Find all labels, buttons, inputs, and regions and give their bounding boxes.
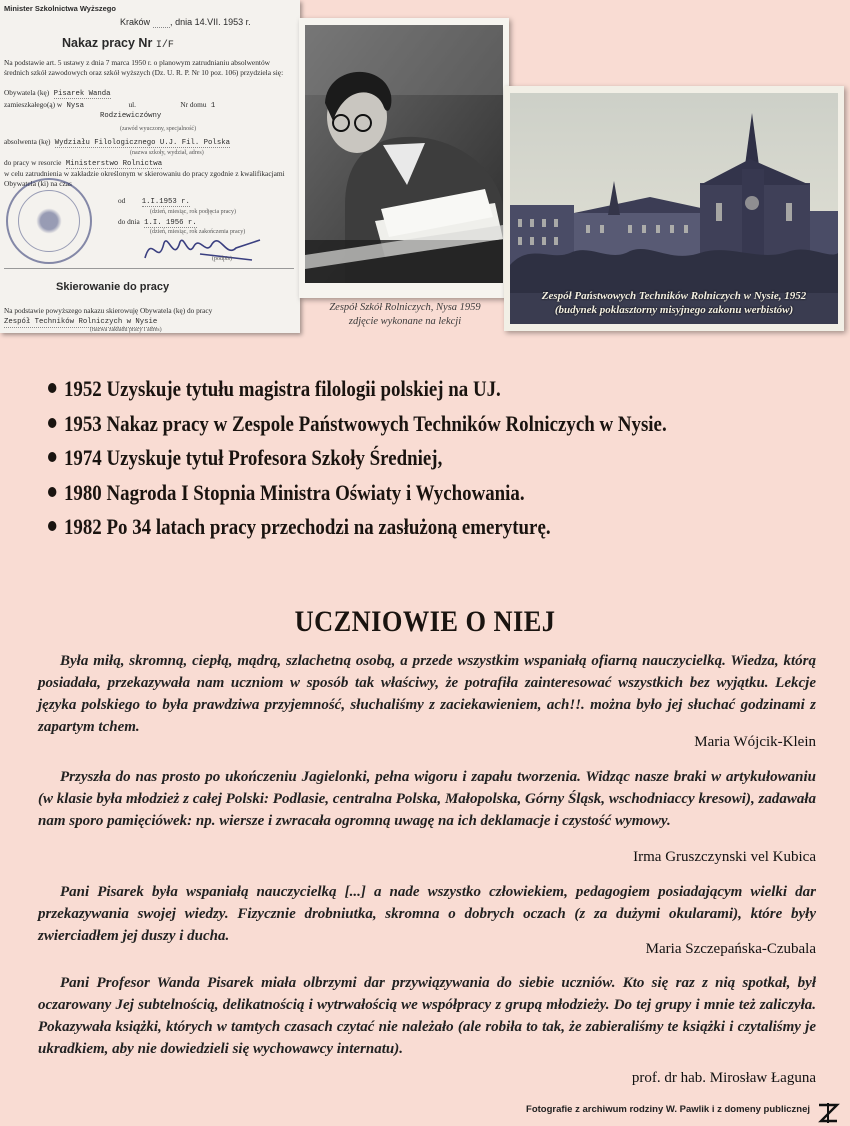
bullet-icon — [48, 452, 56, 462]
bullet-icon — [48, 487, 56, 497]
photo-teacher-caption-line2: zdjęcie wykonane na lekcji — [348, 316, 462, 327]
document-from-label: od — [118, 196, 126, 205]
bullet-icon — [48, 383, 56, 393]
document-profession-note: (zawód wyuczony, specjalność) — [120, 126, 197, 132]
timeline-item-text: 1953 Nakaz pracy w Zespole Państwowych Techników Rolniczych w Nysie. — [63, 410, 667, 436]
quote-1-text: Była miłą, skromną, ciepłą, mądrą, szlachetną osobą, a przede wszystkim wspaniałą ofiarną nauczycielką. Wiedza, którą posiadała, przekazywała nam uczniom w sposób tak właściwy, że potrafiła zainteresować wszystkich bez wyjątku. Lekcje języka polskiego to była prawdziwa przyjemność, słuchaliśmy z zaciekawieniem, ach!!. można było jej słuchać godzinami z zapartym tchem. — [38, 653, 816, 735]
document-date-suffix: r. — [245, 17, 251, 27]
document-to-date: 1.I. 1956 r. — [144, 219, 197, 227]
document-graduate-row — [4, 137, 230, 148]
photo-teacher-lesson — [299, 18, 509, 298]
section-title: UCZNIOWIE O NIEJ — [294, 605, 556, 638]
document-faculty-note: (nazwa szkoły, wydział, adres) — [130, 150, 204, 156]
document-ministry-name: Ministerstwo Rolnictwa — [65, 160, 163, 168]
document-street-label: ul. — [128, 100, 136, 109]
timeline-list — [48, 372, 785, 545]
quote-3-author: Maria Szczepańska-Czubala — [645, 941, 816, 957]
document-residence-row — [4, 100, 215, 111]
quote-2-text: Przyszła do nas prosto po ukończeniu Jagielonki, pełna wigoru i zapału tworzenia. Widząc nasze braki w artykułowaniu (w klasie była młodzież z całej Polski: Podlasie, centralna Polska, Małopolska, Górny Śląsk, wschodniaccy kresowi), zadawała nam sporo pamięciówek: np. wiersze i zwracała ogromną uwagę na ich deklamacje i czystość wymowy. — [38, 769, 816, 829]
document-from-row — [118, 196, 190, 207]
document-date-label: dnia — [175, 17, 193, 27]
document-citizen-label: Obywatela (kę) — [4, 88, 50, 97]
timeline-item — [48, 407, 667, 442]
timeline-item-text: 1982 Po 34 latach pracy przechodzi na zasłużoną emeryturę. — [63, 514, 551, 539]
document-purpose: w celu zatrudnienia w zakładzie określonym w skierowaniu do pracy zgodnie z kwalifikacjami Obywatela (ki) na czas — [4, 169, 285, 188]
timeline-item — [48, 372, 667, 407]
quote-1-author: Maria Wójcik-Klein — [694, 734, 816, 750]
document-signature-note: (podpis) — [212, 256, 232, 262]
photo-school-caption — [510, 289, 838, 317]
quote-2-author: Irma Gruszczynski vel Kubica — [633, 849, 816, 865]
photo-school-caption-line2: (budynek poklasztorny misyjnego zakonu werbistów) — [554, 304, 794, 316]
quote-4-author: prof. dr hab. Mirosław Łaguna — [631, 1070, 816, 1086]
author-logo-icon — [816, 1102, 840, 1124]
document-from-date: 1.I.1953 r. — [141, 198, 190, 206]
document-legal-basis: Na podstawie art. 5 ustawy z dnia 7 marca 1950 r. o planowym zatrudnianiu absolwentów średnich szkół zawodowych oraz szkół wyższych (Dz. U. R. P. Nr 10 poz. 106) przydziela się: — [4, 58, 284, 77]
photo-credit: Fotografie z archiwum rodziny W. Pawlik i z domeny publicznej — [526, 1104, 810, 1115]
document-residence-label: zamieszkałego(ą) w — [4, 100, 63, 109]
timeline-item-text: 1952 Uzyskuje tytułu magistra filologii polskiej na UJ. — [63, 376, 501, 401]
photo-school-caption-line1: Zespół Państwowych Techników Rolniczych w Nysie, 1952 — [541, 290, 807, 302]
bullet-icon — [48, 521, 56, 531]
document-date: 14.VII. 1953 — [194, 17, 244, 27]
timeline-item-text: 1974 Uzyskuje tytuł Profesora Szkoły Średniej, — [63, 445, 443, 470]
directive-title: Skierowanie do pracy — [56, 281, 170, 293]
document-faculty: Wydziału Filologicznego U.J. Fil. Polska — [54, 139, 230, 147]
photo-teacher-caption-line1: Zespół Szkół Rolniczych, Nysa 1959 — [329, 302, 481, 313]
document-street: Rodziewiczówny — [100, 112, 162, 120]
timeline-item — [48, 510, 667, 545]
document-from-note: (dzień, miesiąc, rok podjęcia pracy) — [150, 209, 236, 215]
document-title — [62, 38, 174, 51]
document-ministry-label: do pracy w resorcie — [4, 158, 62, 167]
document-title-text: Nakaz pracy Nr — [62, 36, 153, 50]
teacher-photo-icon — [305, 25, 503, 283]
document-house-label: Nr domu — [180, 100, 207, 109]
document-city: Kraków — [120, 17, 151, 27]
timeline-item-text: 1980 Nagroda I Stopnia Ministra Oświaty i Wychowania. — [63, 479, 525, 505]
directive-workplace: Zespół Techników Rolniczych w Nysie — [4, 318, 158, 326]
document-residence-city: Nysa — [66, 102, 85, 110]
quote-3-text: Pani Pisarek była wspaniałą nauczycielką [...] a nade wszystko człowiekiem, pedagogiem posiadającym wielki dar przekazywania swojej wiedzy. Fizycznie drobniutka, skromna o dobrych oczach (z za dużymi okularami), które były zwierciadłem jej duszy i ducha. — [38, 884, 816, 944]
photo-teacher-caption — [300, 301, 510, 329]
document-to-note: (dzień, miesiąc, rok zakończenia pracy) — [150, 229, 246, 235]
work-order-document — [0, 0, 300, 333]
timeline-item — [48, 476, 667, 511]
quote-4-text: Pani Profesor Wanda Pisarek miała olbrzymi dar przywiązywania do siebie uczniów. Kto się raz z nią spotkał, był oczarowany Jej subtelnością, delikatnością i wytrwałością we współpracy z grupą młodzieży. Do tej grupy i mnie też zaliczyła. Pokazywała książki, których w tamtych czasach czytać nie należało (ale robiła to tak, że zabieraliśmy te książki i czytaliśmy je ukradkiem, aby nie dowiedzieli się wychowawcy internatu). — [38, 975, 816, 1057]
directive-text: Na podstawie powyższego nakazu skierowuję Obywatela (kę) do pracy — [4, 306, 213, 315]
document-place-date: Kraków , dnia 14.VII. 1953 r. — [120, 17, 251, 27]
document-citizen-name: Pisarek Wanda — [53, 90, 111, 98]
document-citizen-row — [4, 88, 111, 99]
directive-workplace-note: (nazwa zakładu pracy i adres) — [90, 327, 162, 333]
bullet-icon — [48, 418, 56, 428]
timeline-item — [48, 441, 667, 476]
document-graduate-label: absolwenta (kę) — [4, 137, 51, 146]
document-ministry: Minister Szkolnictwa Wyższego — [4, 4, 116, 13]
document-number: I/F — [155, 40, 174, 51]
document-to-label: do dnia — [118, 217, 140, 226]
official-stamp — [6, 178, 92, 264]
signature-icon — [140, 228, 270, 273]
document-ministry-row — [4, 158, 162, 169]
document-house-number: 1 — [210, 102, 216, 110]
